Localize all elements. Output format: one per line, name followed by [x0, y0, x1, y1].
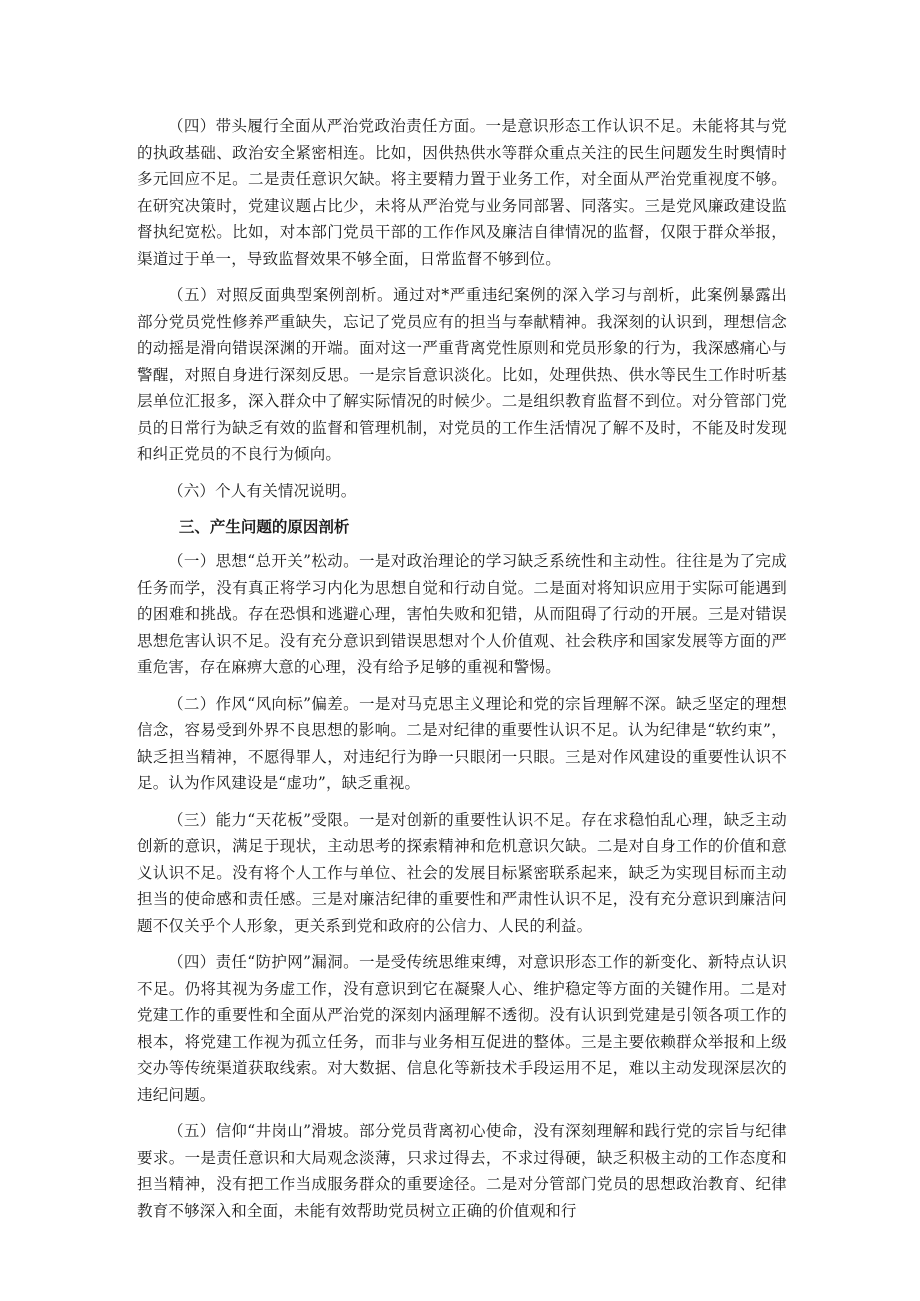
paragraph-cause-2-style: （二）作风“风向标”偏差。一是对马克思主义理论和党的宗旨理解不深。缺乏坚定的理想信念，容易受到外界不良思想的影响。二是对纪律的重要性认识不足。认为纪律是“软约束”，缺乏担当精神，不愿得罪人，对违纪行为睁一只眼闭一只眼。三是对作风建设的重要性认识不足。认为作风建设是“虚功”，缺乏重视。	[137, 694, 787, 792]
paragraph-section-4-political-responsibility: （四）带头履行全面从严治党政治责任方面。一是意识形态工作认识不足。未能将其与党的执政基础、政治安全紧密相连。比如，因供热供水等群众重点关注的民生问题发生时舆情时多元回应不足。二是责任意识欠缺。将主要精力置于业务工作，对全面从严治党重视度不够。在研究决策时，党建议题占比少，未将从严治党与业务同部署、同落实。三是党风廉政建设监督执纪宽松。比如，对本部门党员干部的工作作风及廉洁自律情况的监督，仅限于群众举报，渠道过于单一，导致监督效果不够全面，日常监督不够到位。	[137, 117, 787, 268]
paragraph-cause-4-responsibility: （四）责任“防护网”漏洞。一是受传统思维束缚，对意识形态工作的新变化、新特点认识不足。仍将其视为务虚工作，没有意识到它在凝聚人心、维护稳定等方面的关键作用。二是对党建工作的重要性和全面从严治党的深刻内涵理解不透彻。没有认识到党建是引领各项工作的根本，将党建工作视为孤立任务，而非与业务相互促进的整体。三是主要依赖群众举报和上级交办等传统渠道获取线索。对大数据、信息化等新技术手段运用不足，难以主动发现深层次的违纪问题。	[137, 953, 787, 1104]
paragraph-section-6-personal-statement: （六）个人有关情况说明。	[168, 481, 357, 500]
paragraph-section-5-case-analysis: （五）对照反面典型案例剖析。通过对*严重违纪案例的深入学习与剖析，此案例暴露出部分党员党性修养严重缺失，忘记了党员应有的担当与奉献精神。我深刻的认识到，理想信念的动摇是滑向错误深渊的开端。面对这一严重背离党性原则和党员形象的行为，我深感痛心与警醒，对照自身进行深刻反思。一是宗旨意识淡化。比如，处理供热、供水等民生工作时听基层单位汇报多，深入群众中了解实际情况的时候少。二是组织教育监督不到位。对分管部门党员的日常行为缺乏有效的监督和管理机制，对党员的工作生活情况了解不及时，不能及时发现和纠正党员的不良行为倾向。	[137, 286, 787, 463]
section-heading-cause-analysis: 三、产生问题的原因剖析	[178, 518, 350, 536]
paragraph-cause-1-thought: （一）思想“总开关”松动。一是对政治理论的学习缺乏系统性和主动性。往往是为了完成任务而学，没有真正将学习内化为思想自觉和行动自觉。二是面对将知识应用于实际可能遇到的困难和挑战。存在恐惧和逃避心理，害怕失败和犯错，从而阻碍了行动的开展。三是对错误思想危害认识不足。没有充分意识到错误思想对个人价值观、社会秩序和国家发展等方面的严重危害，存在麻痹大意的心理，没有给予足够的重视和警惕。	[137, 552, 787, 676]
paragraph-cause-3-ability: （三）能力“天花板”受限。一是对创新的重要性认识不足。存在求稳怕乱心理，缺乏主动创新的意识，满足于现状，主动思考的探索精神和危机意识欠缺。二是对自身工作的价值和意义认识不足。没有将个人工作与单位、社会的发展目标紧密联系起来，缺乏为实现目标而主动担当的使命感和责任感。三是对廉洁纪律的重要性和严肃性认识不足，没有充分意识到廉洁问题不仅关乎个人形象，更关系到党和政府的公信力、人民的利益。	[137, 810, 787, 935]
paragraph-cause-5-belief: （五）信仰“井岗山”滑坡。部分党员背离初心使命，没有深刻理解和践行党的宗旨与纪律要求。一是责任意识和大局观念淡薄，只求过得去，不求过得硬，缺乏积极主动的工作态度和担当精神，没有把工作当成服务群众的重要途径。二是对分管部门党员的思想政治教育、纪律教育不够深入和全面，未能有效帮助党员树立正确的价值观和行	[137, 1122, 787, 1220]
document-page	[137, 113, 787, 1234]
